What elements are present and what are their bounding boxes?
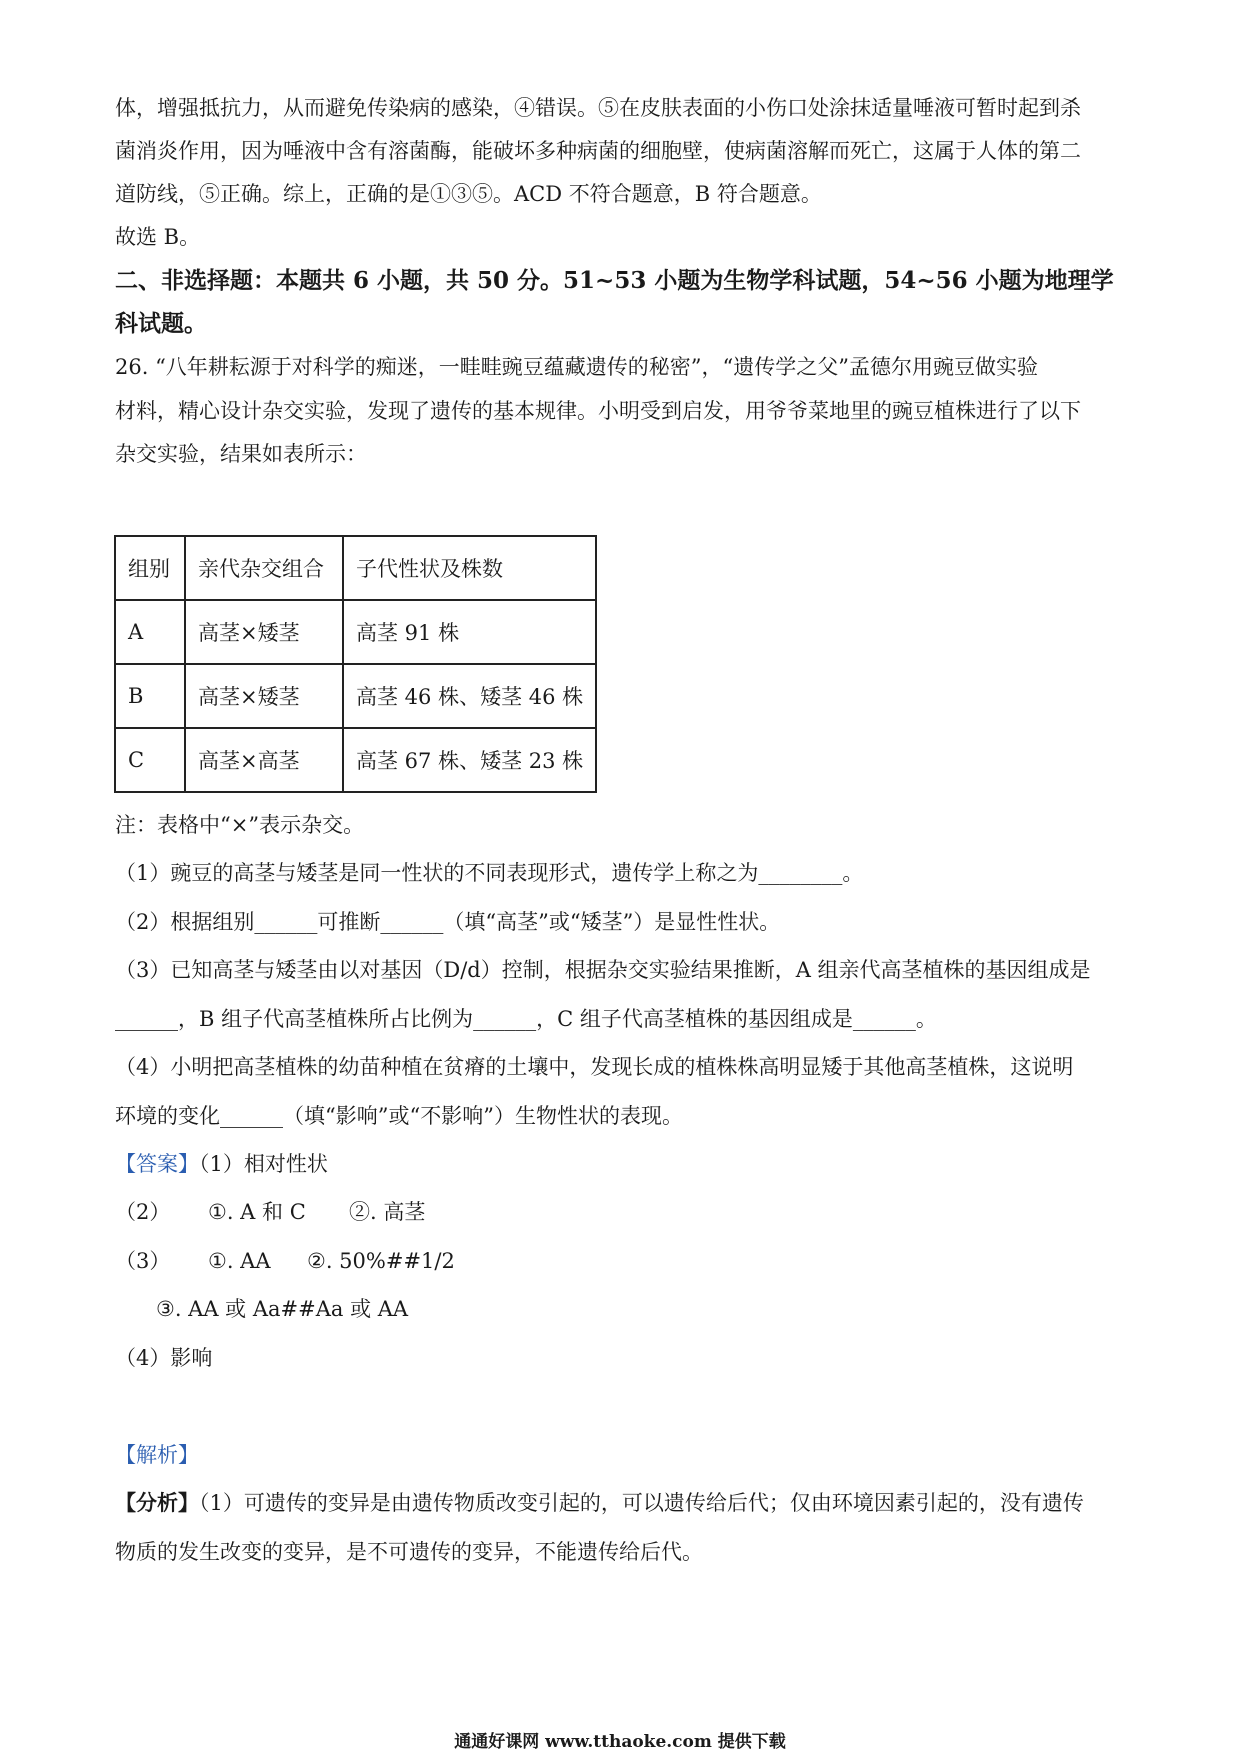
analysis-line-1 [115,1488,1125,1518]
text-line: 菌消炎作用，因为唾液中含有溶菌酶，能破坏多种病菌的细胞壁，使病菌溶解而死亡，这属于人体的第二 [115,139,1081,163]
section-title-cont: 科试题。 [115,310,207,337]
analysis-text: （1）可遗传的变异是由遗传物质改变引起的，可以遗传给后代；仅由环境因素引起的，没有遗传 [199,1491,1084,1515]
sub-question-2: （2）根据组别______可推断______（填“高茎”或“矮茎”）是显性性状。 [115,910,781,934]
table-note: 注：表格中“×”表示杂交。 [115,813,365,837]
table-row [115,600,596,664]
answer-line-1 [115,1149,1125,1179]
page-footer: 通通好课网 www.tthaoke.com 提供下载 [454,1732,786,1752]
table-header-row [115,536,596,600]
table-header-cell: 亲代杂交组合 [185,536,343,600]
sub-question-4-cont: 环境的变化______（填“影响”或“不影响”）生物性状的表现。 [115,1104,683,1128]
answer-1: （1）相对性状 [199,1152,328,1176]
answer-line-3 [115,1246,1125,1276]
table-cell: 高茎 91 株 [343,600,596,664]
table-cell: B [115,664,185,728]
table-header-cell: 组别 [115,536,185,600]
sub-question-4: （4）小明把高茎植株的幼苗种植在贫瘠的土壤中，发现长成的植株株高明显矮于其他高茎植株，这说明 [115,1055,1074,1079]
analysis-line-2: 物质的发生改变的变异，是不可遗传的变异，不能遗传给后代。 [115,1540,703,1564]
table-header-cell: 子代性状及株数 [343,536,596,600]
table-row [115,664,596,728]
section-title: 二、非选择题：本题共 6 小题，共 50 分。51~53 小题为生物学科试题，54~56 小题为地理学 [115,267,1114,294]
sub-question-1: （1）豌豆的高茎与矮茎是同一性状的不同表现形式，遗传学上称之为________。 [115,861,864,885]
table-cell: 高茎 46 株、矮茎 46 株 [343,664,596,728]
cross-result-table [114,535,597,793]
sub-question-3-cont: ______，B 组子代高茎植株所占比例为______，C 组子代高茎植株的基因组成是______。 [115,1007,937,1031]
answer-3-part-3: ③. AA 或 Aa##Aa 或 AA [156,1297,409,1321]
table-cell: 高茎×高茎 [185,728,343,792]
question-intro: 材料，精心设计杂交实验，发现了遗传的基本规律。小明受到启发，用爷爷菜地里的豌豆植株进行了以下 [115,399,1081,423]
table-cell: 高茎×矮茎 [185,600,343,664]
table-cell: 高茎 67 株、矮茎 23 株 [343,728,596,792]
answer-2-part-2: ②. 高茎 [349,1200,426,1224]
table-cell: A [115,600,185,664]
answer-line-2 [115,1197,1125,1227]
text-line: 道防线，⑤正确。综上，正确的是①③⑤。ACD 不符合题意，B 符合题意。 [115,182,822,206]
answer-2-number: （2） [115,1200,171,1224]
answer-tag: 【答案】 [115,1152,199,1176]
answer-3-part-1: ①. AA [208,1249,271,1273]
answer-3-number: （3） [115,1249,171,1273]
answer-2-part-1: ①. A 和 C [208,1200,306,1224]
question-intro: 26. “八年耕耘源于对科学的痴迷，一畦畦豌豆蕴藏遗传的秘密”，“遗传学之父”孟德尔用豌豆做实验 [115,355,1039,379]
text-line: 故选 B。 [115,225,201,249]
text-line: 体，增强抵抗力，从而避免传染病的感染，④错误。⑤在皮肤表面的小伤口处涂抹适量唾液可暂时起到杀 [115,96,1081,120]
analysis-fenxi-tag: 【分析】 [115,1490,199,1515]
analysis-tag: 【解析】 [115,1443,199,1467]
sub-question-3: （3）已知高茎与矮茎由以对基因（D/d）控制，根据杂交实验结果推断，A 组亲代高茎植株的基因组成是 [115,958,1091,982]
table-row [115,728,596,792]
answer-3-part-2: ②. 50%##1/2 [307,1249,455,1273]
question-intro: 杂交实验，结果如表所示： [115,442,367,466]
table-cell: C [115,728,185,792]
table-cell: 高茎×矮茎 [185,664,343,728]
answer-4: （4）影响 [115,1346,213,1370]
